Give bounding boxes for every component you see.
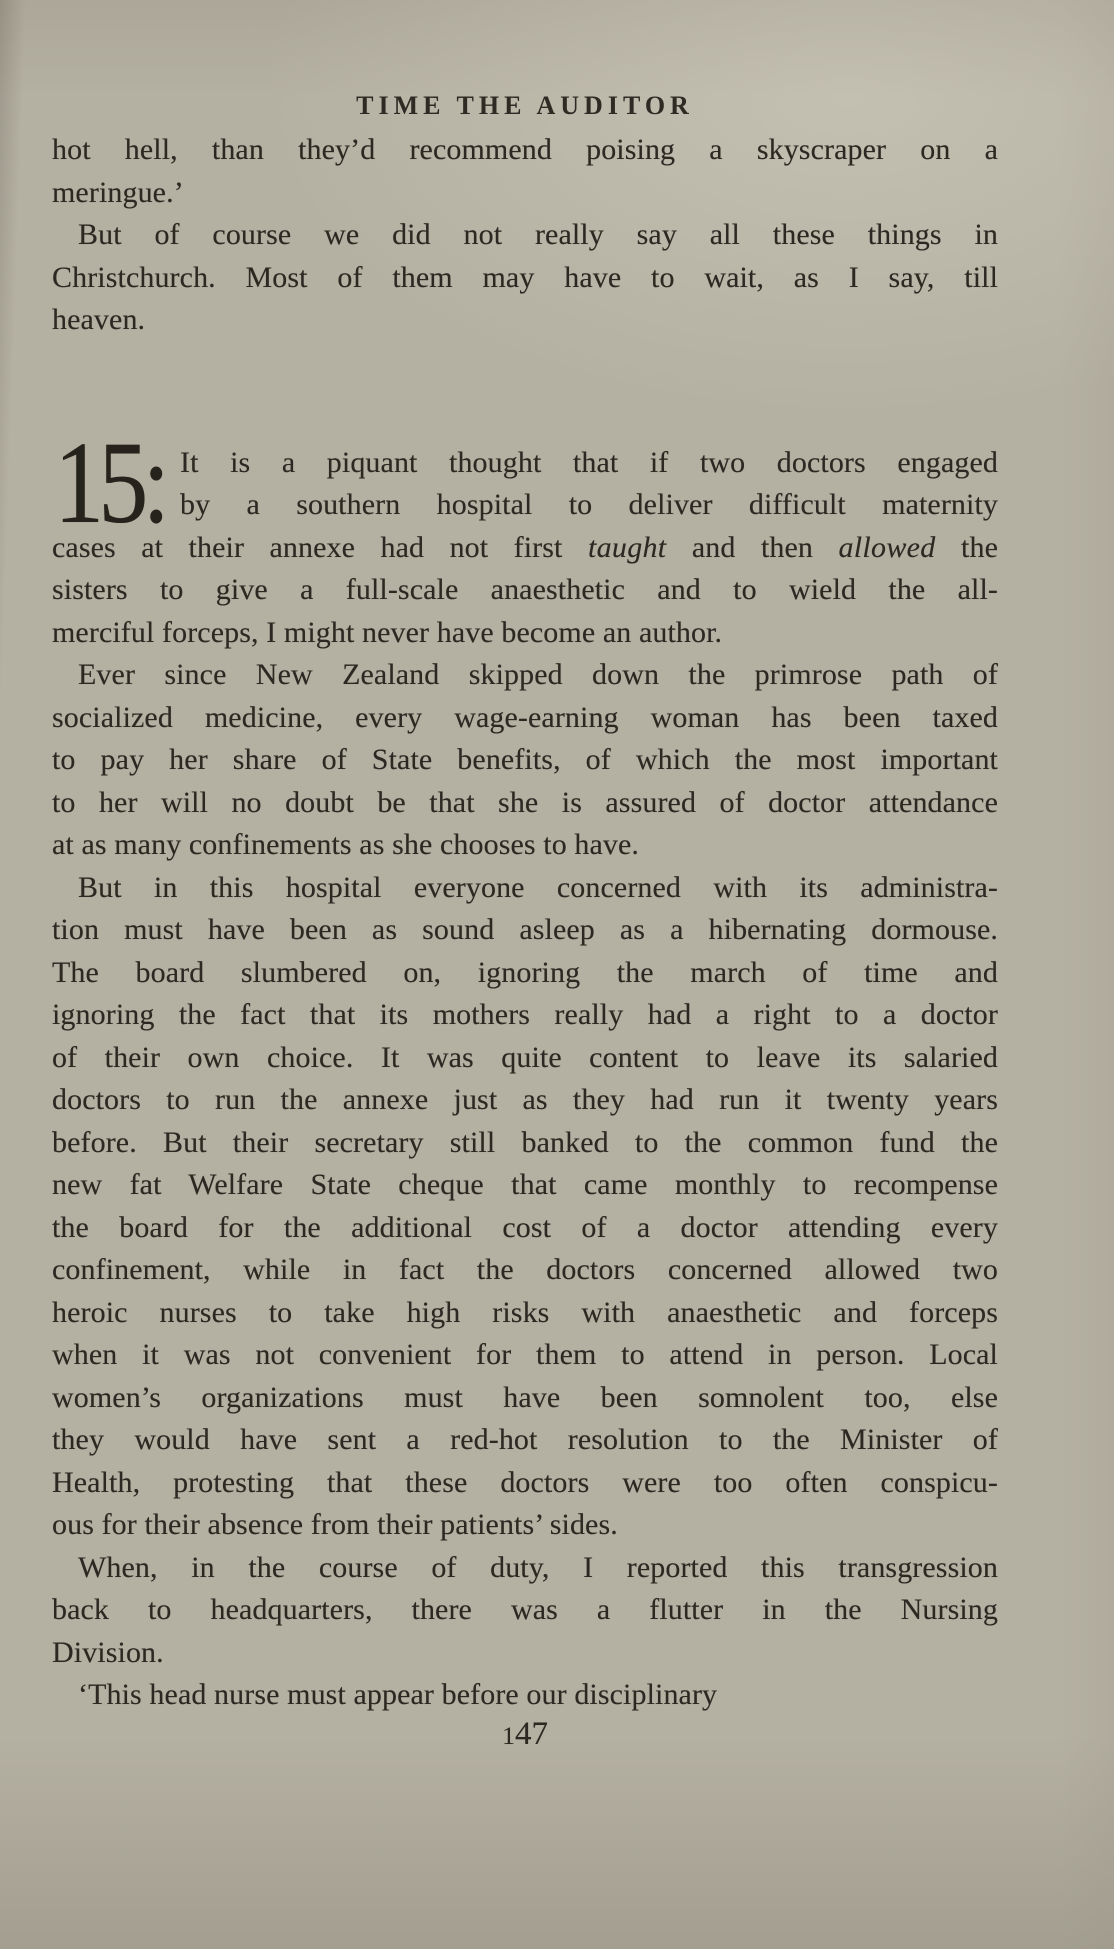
section-number: 15: <box>54 416 165 548</box>
text-line: Health, protesting that these doctors were too often conspicu- <box>52 1465 998 1499</box>
para-when-in-course <box>52 1547 998 1675</box>
text-line: new fat Welfare State cheque that came monthly to recompense <box>52 1168 998 1201</box>
text-column <box>52 129 998 1717</box>
para-ever-since <box>52 654 998 867</box>
text-line: It is a piquant thought that if two doctors engaged <box>180 445 998 479</box>
text-line: to her will no doubt be that she is assured of doctor attendance <box>52 785 998 819</box>
text-line: of their own choice. It was quite content to leave its salaried <box>52 1040 998 1074</box>
text-line: when it was not convenient for them to attend in person. Local <box>52 1338 998 1371</box>
page-number: 147 <box>502 1716 548 1752</box>
text-line: doctors to run the annexe just as they had run it twenty years <box>52 1083 998 1116</box>
text-line: hot hell, than they’d recommend poising a skyscraper on a <box>52 133 998 166</box>
text-line: The board slumbered on, ignoring the march of time and <box>52 955 998 989</box>
text-line: by a southern hospital to deliver difficult maternity <box>180 488 998 521</box>
text-line: meringue.’ <box>52 175 184 209</box>
para-but-of-course <box>52 214 998 342</box>
text-line: Christchurch. Most of them may have to wait, as I say, till <box>52 260 998 294</box>
text-line: before. But their secretary still banked to the common fund the <box>52 1125 998 1159</box>
text-line: But in this hospital everyone concerned with its administra- <box>78 870 998 904</box>
text-line: heaven. <box>52 303 146 336</box>
para-but-in-this-hospital <box>52 867 998 1547</box>
text-line: the board for the additional cost of a doctor attending every <box>52 1210 998 1244</box>
text-line: women’s organizations must have been somnolent too, else <box>52 1380 998 1414</box>
text-line: When, in the course of duty, I reported this transgression <box>78 1550 998 1584</box>
text-line: socialized medicine, every wage-earning woman has been taxed <box>52 700 998 734</box>
text-line: confinement, while in fact the doctors concerned allowed two <box>52 1253 998 1286</box>
text-line: heroic nurses to take high risks with anaesthetic and forceps <box>52 1295 998 1329</box>
para-hot-hell <box>52 129 998 214</box>
text-line: to pay her share of State benefits, of which the most important <box>52 743 998 776</box>
text-line: ‘This head nurse must appear before our disciplinary <box>78 1678 718 1711</box>
text-line: at as many confinements as she chooses to have. <box>52 828 640 861</box>
text-line: sisters to give a full-scale anaesthetic and to wield the all- <box>52 573 998 606</box>
text-line: ous for their absence from their patients’ sides. <box>52 1508 618 1541</box>
text-line: cases at their annexe had not first taught and then allowed the <box>52 530 999 564</box>
text-line: merciful forceps, I might never have become an author. <box>52 615 723 649</box>
text-line: back to headquarters, there was a flutter in the Nursing <box>52 1593 998 1626</box>
text-line: Ever since New Zealand skipped down the primrose path of <box>78 658 998 691</box>
text-line: ignoring the fact that its mothers really had a right to a doctor <box>52 998 998 1031</box>
text-line: Division. <box>52 1635 164 1669</box>
para-section-15 <box>52 416 999 655</box>
running-header: TIME THE AUDITOR <box>356 91 694 120</box>
text-line: they would have sent a red-hot resolution to the Minister of <box>52 1423 998 1456</box>
para-this-head-nurse <box>52 1674 998 1717</box>
text-line: tion must have been as sound asleep as a hibernating dormouse. <box>52 913 998 946</box>
text-line: But of course we did not really say all these things in <box>78 218 998 251</box>
